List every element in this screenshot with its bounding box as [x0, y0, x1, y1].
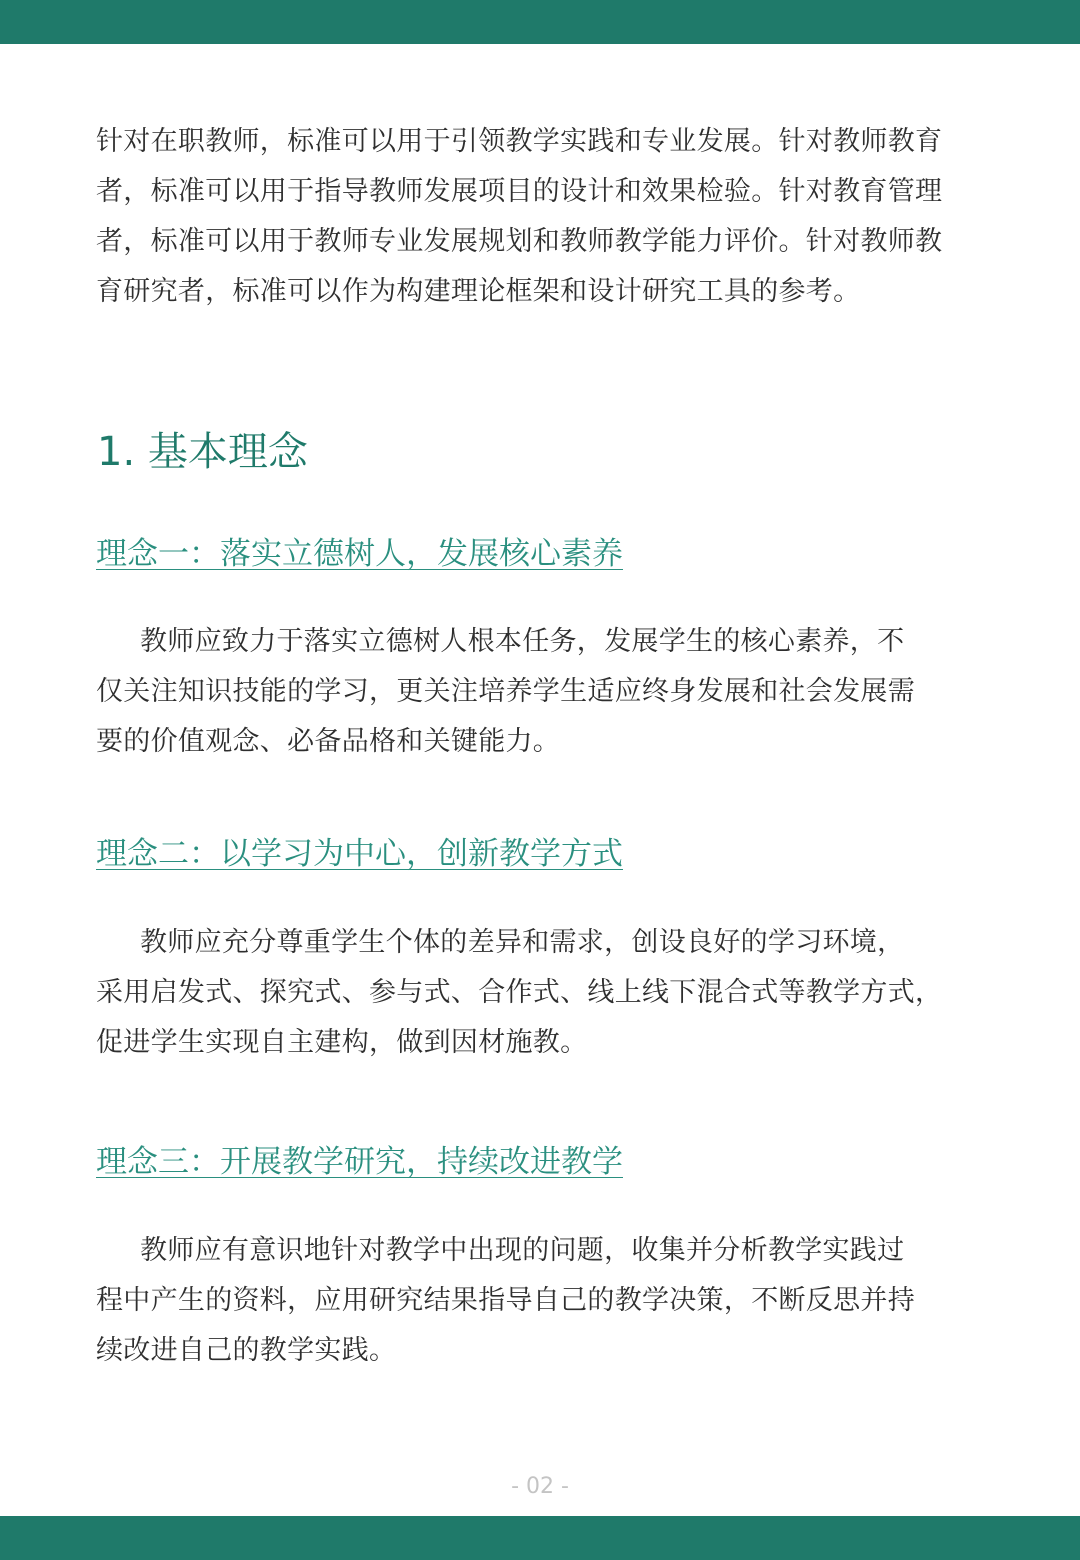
intro-line: 育研究者，标准可以作为构建理论框架和设计研究工具的参考。: [96, 276, 861, 307]
paragraph-line: 仅关注知识技能的学习，更关注培养学生适应终身发展和社会发展需: [96, 676, 915, 707]
paragraph-line: 促进学生实现自主建构，做到因材施教。: [96, 1027, 588, 1058]
section-title: 1. 基本理念: [97, 429, 308, 475]
concept-3-paragraph: [96, 1226, 976, 1376]
paragraph-line: 教师应充分尊重学生个体的差异和需求，创设良好的学习环境，: [140, 927, 905, 958]
paragraph-line: 要的价值观念、必备品格和关键能力。: [96, 726, 561, 757]
intro-paragraph: [96, 117, 976, 317]
concept-1-paragraph: [96, 617, 976, 767]
concept-2-heading: 理念二：以学习为中心，创新教学方式: [96, 836, 623, 872]
concept-3-heading: 理念三：开展教学研究，持续改进教学: [96, 1144, 623, 1180]
paragraph-line: 教师应致力于落实立德树人根本任务，发展学生的核心素养，不: [140, 626, 905, 657]
page-number: - 02 -: [511, 1474, 569, 1499]
intro-line: 针对在职教师，标准可以用于引领教学实践和专业发展。针对教师教育: [96, 126, 943, 157]
intro-line: 者，标准可以用于教师专业发展规划和教师教学能力评价。针对教师教: [96, 226, 943, 257]
paragraph-line: 采用启发式、探究式、参与式、合作式、线上线下混合式等教学方式，: [96, 977, 943, 1008]
concept-2-paragraph: [96, 918, 976, 1068]
paragraph-line: 续改进自己的教学实践。: [96, 1335, 397, 1366]
intro-line: 者，标准可以用于指导教师发展项目的设计和效果检验。针对教育管理: [96, 176, 943, 207]
paragraph-line: 程中产生的资料，应用研究结果指导自己的教学决策，不断反思并持: [96, 1285, 915, 1316]
top-color-band: [0, 0, 1080, 44]
concept-1-heading: 理念一：落实立德树人，发展核心素养: [96, 536, 623, 572]
paragraph-line: 教师应有意识地针对教学中出现的问题，收集并分析教学实践过: [140, 1235, 905, 1266]
bottom-color-band: [0, 1516, 1080, 1560]
